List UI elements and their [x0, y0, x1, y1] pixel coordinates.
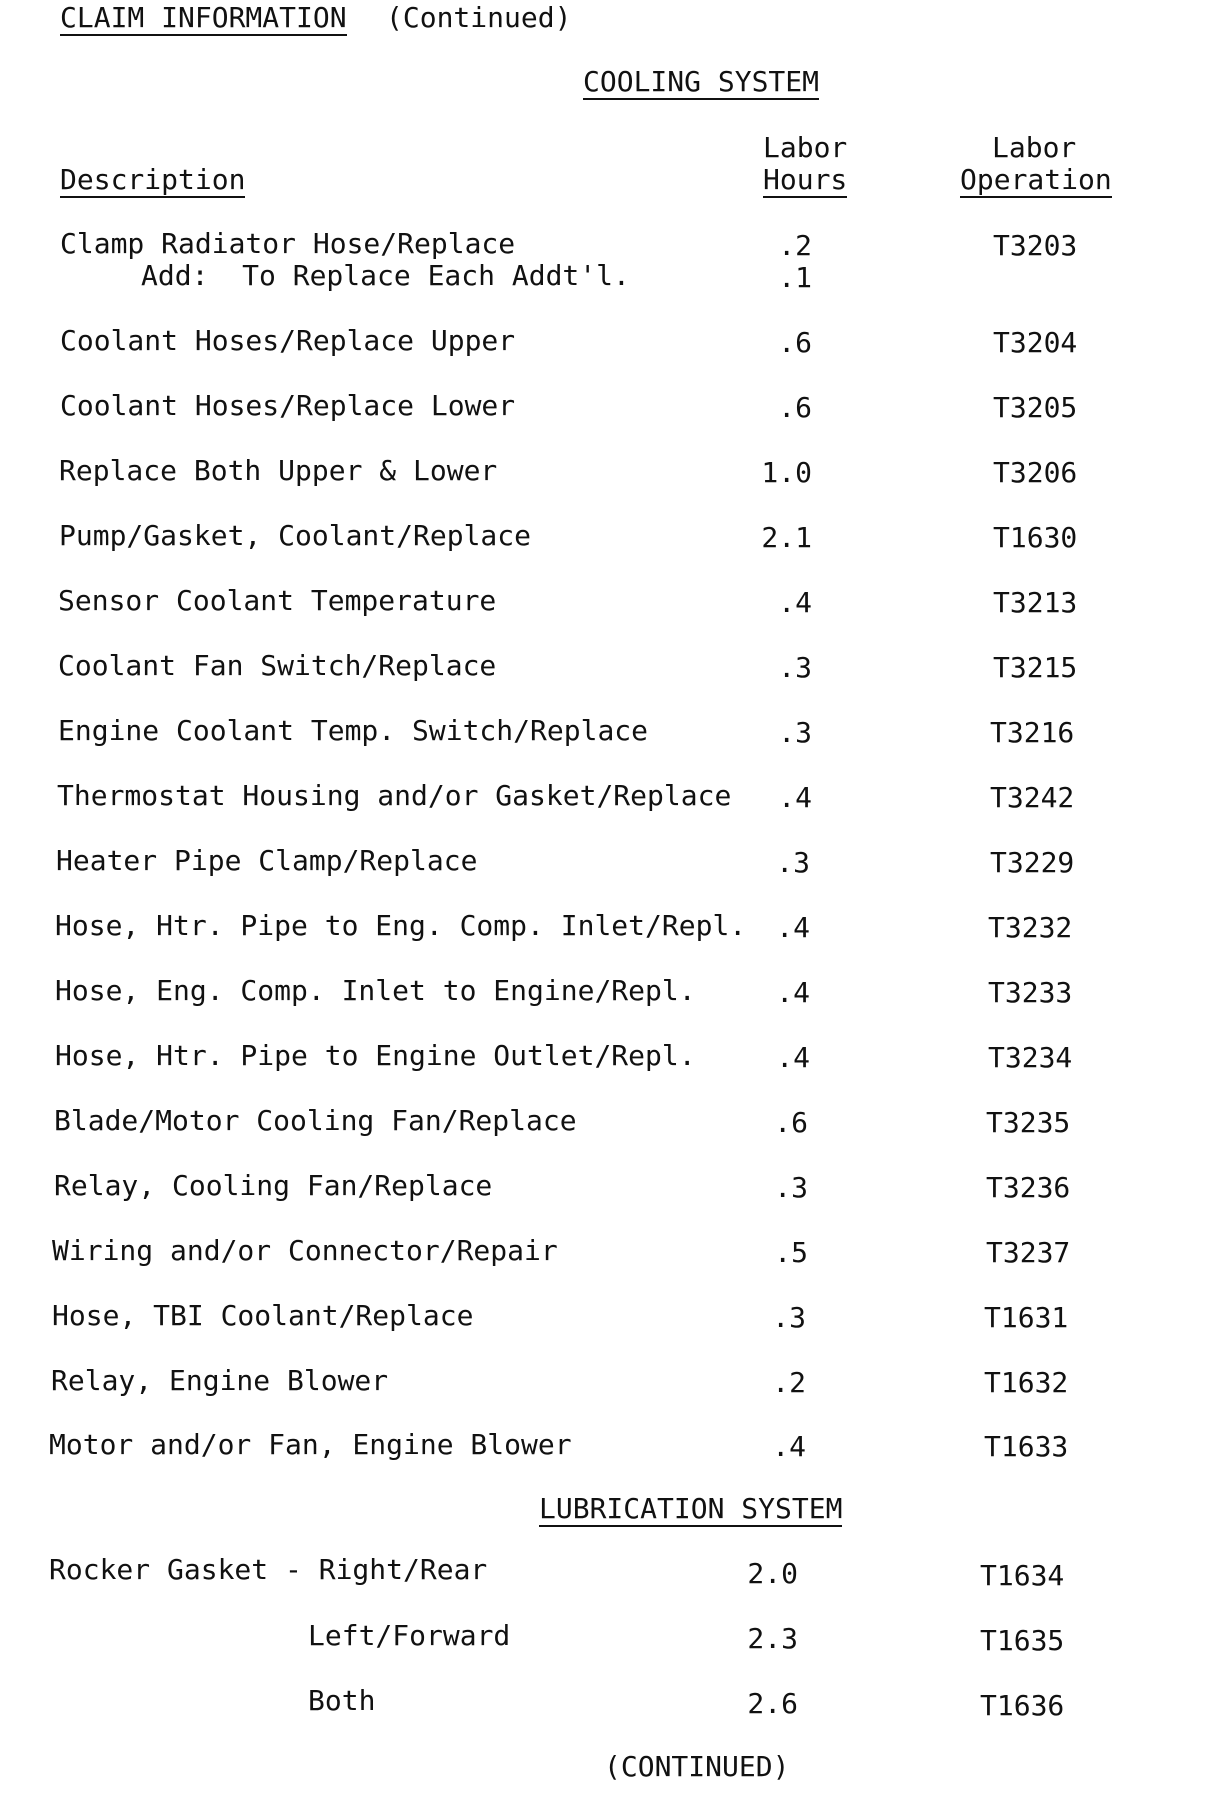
row-desc: Coolant Fan Switch/Replace [58, 649, 497, 682]
row-operation: T3215 [993, 651, 1078, 684]
row-hours: .3 [778, 716, 812, 749]
column-header-operation-line1: Labor [992, 131, 1077, 164]
row-hours: .3 [772, 1301, 806, 1334]
row-hours: .4 [778, 586, 812, 619]
row-hours: .3 [776, 846, 810, 879]
row-operation: T3233 [988, 976, 1073, 1009]
row-operation: T3234 [988, 1041, 1073, 1074]
lubrication-system-title: LUBRICATION SYSTEM [539, 1492, 843, 1525]
row-operation: T1631 [984, 1301, 1069, 1334]
row-desc: Hose, Htr. Pipe to Eng. Comp. Inlet/Repl. [55, 909, 747, 942]
row-operation: T1632 [984, 1366, 1069, 1399]
row-hours: .4 [776, 911, 810, 944]
row-hours: .4 [772, 1430, 806, 1463]
row-operation: T3203 [993, 229, 1078, 262]
row-operation: T1635 [980, 1624, 1065, 1657]
row-hours: .6 [778, 326, 812, 359]
row-desc: Replace Both Upper & Lower [59, 454, 498, 487]
row-desc: Wiring and/or Connector/Repair [52, 1234, 558, 1267]
row-operation: T3213 [993, 586, 1078, 619]
row-desc: Add: To Replace Each Addt'l. [141, 259, 630, 292]
row-hours: .4 [776, 1041, 810, 1074]
row-operation: T3236 [986, 1171, 1071, 1204]
row-operation: T3235 [986, 1106, 1071, 1139]
row-desc: Hose, TBI Coolant/Replace [52, 1299, 474, 1332]
row-desc: Blade/Motor Cooling Fan/Replace [54, 1104, 577, 1137]
row-hours: .6 [778, 391, 812, 424]
row-desc: Motor and/or Fan, Engine Blower [49, 1428, 572, 1461]
row-hours: .4 [776, 976, 810, 1009]
row-hours: .2 [778, 229, 812, 262]
row-hours: .6 [774, 1106, 808, 1139]
row-desc: Left/Forward [308, 1619, 511, 1652]
row-operation: T1633 [984, 1430, 1069, 1463]
row-desc: Pump/Gasket, Coolant/Replace [59, 519, 532, 552]
row-operation: T3206 [993, 456, 1078, 489]
row-hours: 1.0 [761, 456, 812, 489]
row-desc: Relay, Engine Blower [51, 1364, 389, 1397]
row-operation: T3237 [986, 1236, 1071, 1269]
row-hours: .4 [778, 781, 812, 814]
row-desc: Coolant Hoses/Replace Lower [60, 389, 516, 422]
continued-label: (Continued) [386, 1, 572, 34]
column-header-operation-line2: Operation [960, 163, 1112, 196]
row-desc: Coolant Hoses/Replace Upper [60, 324, 516, 357]
row-hours: .1 [778, 261, 812, 294]
column-header-hours-line1: Labor [763, 131, 848, 164]
row-operation: T3204 [993, 326, 1078, 359]
row-operation: T3205 [993, 391, 1078, 424]
row-hours: .2 [772, 1366, 806, 1399]
row-desc: Engine Coolant Temp. Switch/Replace [58, 714, 649, 747]
row-hours: 2.0 [747, 1557, 798, 1590]
row-operation: T3232 [988, 911, 1073, 944]
row-operation: T3242 [990, 781, 1075, 814]
cooling-system-title: COOLING SYSTEM [583, 65, 820, 98]
row-operation: T3216 [990, 716, 1075, 749]
row-desc: Rocker Gasket - Right/Rear [49, 1553, 488, 1586]
column-header-hours-line2: Hours [763, 163, 848, 196]
row-hours: .3 [774, 1171, 808, 1204]
row-desc: Thermostat Housing and/or Gasket/Replace [57, 779, 732, 812]
row-operation: T1636 [980, 1689, 1065, 1722]
row-desc: Hose, Eng. Comp. Inlet to Engine/Repl. [55, 974, 696, 1007]
row-operation: T1634 [980, 1559, 1065, 1592]
claim-information-title: CLAIM INFORMATION [60, 1, 347, 34]
row-desc: Sensor Coolant Temperature [58, 584, 497, 617]
row-desc: Heater Pipe Clamp/Replace [56, 844, 478, 877]
column-header-description: Description [60, 163, 246, 196]
row-hours: 2.3 [747, 1622, 798, 1655]
row-desc: Relay, Cooling Fan/Replace [54, 1169, 493, 1202]
row-hours: 2.6 [747, 1687, 798, 1720]
row-desc: Hose, Htr. Pipe to Engine Outlet/Repl. [55, 1039, 696, 1072]
row-hours: .3 [778, 651, 812, 684]
row-desc: Clamp Radiator Hose/Replace [60, 227, 516, 260]
row-operation: T3229 [990, 846, 1075, 879]
row-desc: Both [308, 1684, 376, 1717]
row-hours: 2.1 [761, 521, 812, 554]
continued-footer: (CONTINUED) [604, 1750, 790, 1783]
row-operation: T1630 [993, 521, 1078, 554]
row-hours: .5 [774, 1236, 808, 1269]
